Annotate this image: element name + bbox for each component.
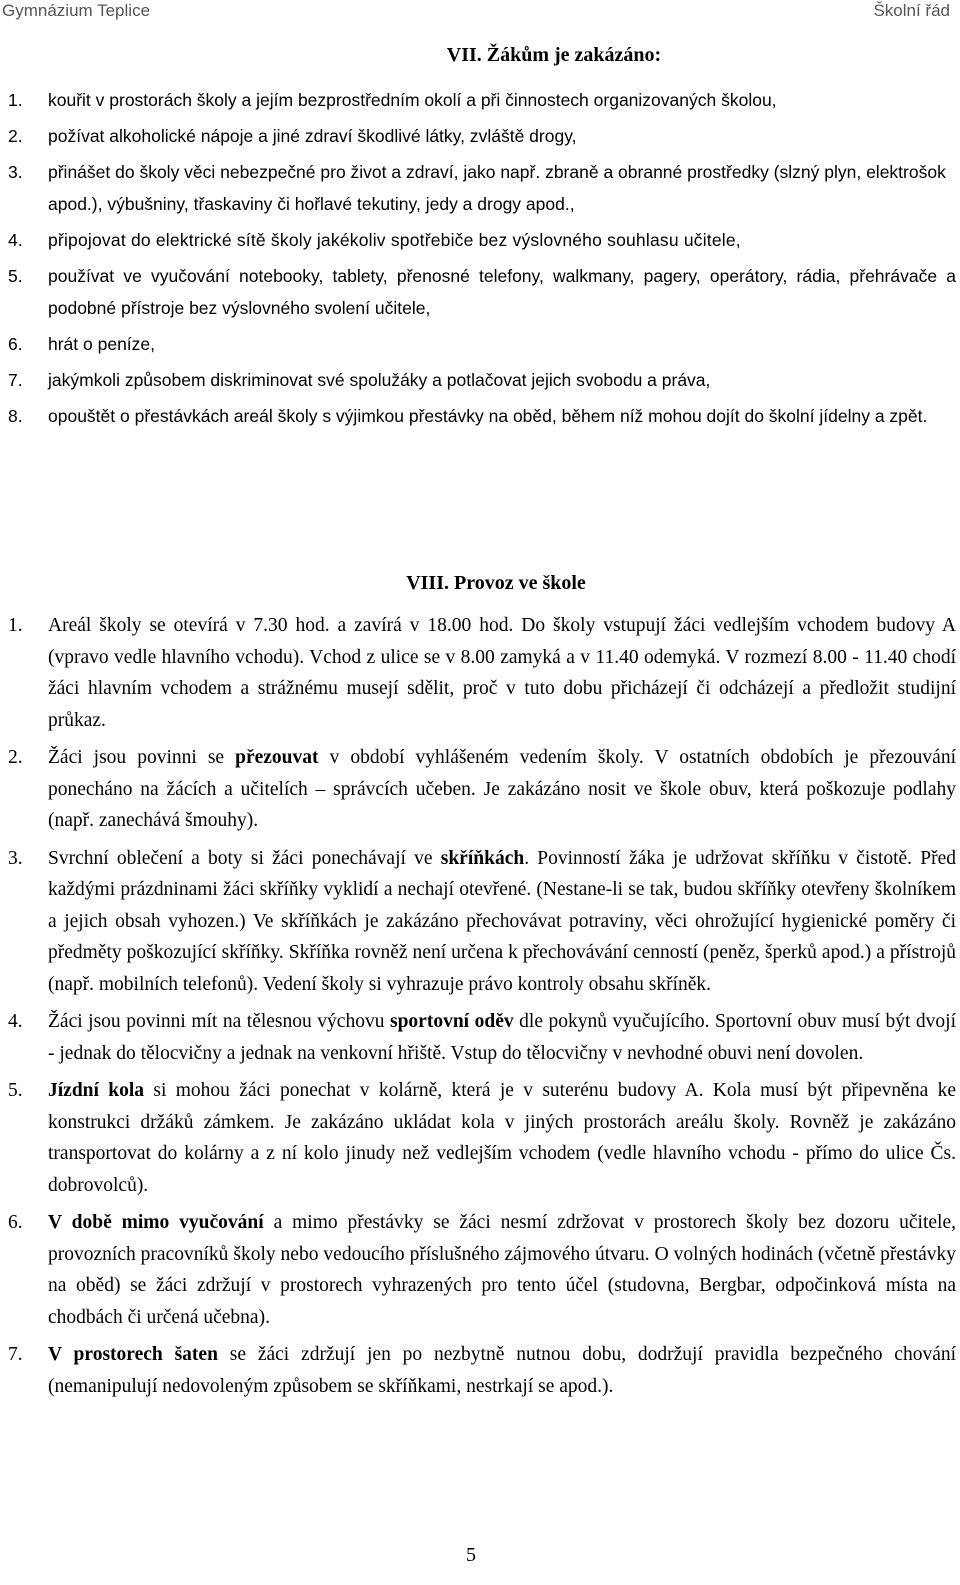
header-document-title: Školní řád: [873, 1, 950, 20]
text-part: Žáci jsou povinni mít na tělesnou výchovu: [48, 1011, 390, 1032]
text-part: Areál školy se otevírá v 7.30 hod. a zavírá v 18.00 hod. Do školy vstupují žáci vedlejším vchodem budovy A (vpravo vedle hlavního vchodu). Vchod z ulice se v 8.00 zamyká a v 11.40 odemyká. V rozmezí 8.00 - 11.40 chodí žáci hlavním vchodem a strážnému musejí sdělit, proč v tuto dobu přicházejí či odcházejí a předložit studijní průkaz.: [48, 615, 956, 731]
list-item: [0, 1207, 956, 1333]
page-header: [0, 0, 960, 26]
list-item: [0, 328, 956, 360]
item-number: 7.: [8, 1344, 23, 1365]
item-number: 4.: [8, 230, 23, 250]
item-number: 8.: [8, 406, 23, 426]
item-text: požívat alkoholické nápoje a jiné zdraví škodlivé látky, zvláště drogy,: [48, 126, 577, 146]
item-number: 1.: [8, 90, 23, 110]
list-item: [0, 1339, 956, 1402]
item-text: připojovat do elektrické sítě školy jakékoliv spotřebiče bez výslovného souhlasu učitele,: [48, 230, 741, 250]
text-part: Žáci jsou povinni se: [48, 747, 236, 768]
item-text: hrát o peníze,: [48, 334, 156, 354]
list-item: [0, 610, 956, 736]
text-part: a mimo přestávky se žáci nesmí zdržovat v prostorech školy bez dozoru učitele, provozních pracovníků školy nebo vedoucího příslušného zájmového útvaru. O volných hodinách (včetně přestávky na oběd) se žáci zdržují v prostorech vyhrazených pro tento účel (studovna, Bergbar, odpočinková místa na chodbách či určená učebna).: [48, 1212, 956, 1328]
text-part: dle pokynů vyučujícího. Sportovní obuv musí být dvojí - jednak do tělocvičny a jednak na venkovní hřiště. Vstup do tělocvičny v nevhodné obuvi není dovolen.: [48, 1011, 956, 1064]
section-7-list: [0, 84, 956, 436]
list-item: [0, 400, 956, 432]
item-text: [48, 1339, 956, 1402]
item-number: 7.: [8, 370, 23, 390]
list-item: [0, 84, 956, 116]
emphasis: V době mimo vyučování: [48, 1212, 264, 1233]
item-text: [48, 610, 956, 736]
item-text: používat ve vyučování notebooky, tablety, přenosné telefony, walkmany, pagery, operátory, rádia, přehrávače a podobné přístroje bez výslovného svolení učitele,: [48, 266, 956, 318]
emphasis: přezouvat: [235, 747, 319, 768]
list-item: [0, 120, 956, 152]
text-part: se žáci zdržují jen po nezbytně nutnou dobu, dodržují pravidla bezpečného chování (nemanipulují nedovoleným způsobem se skříňkami, nestrkají se apod.).: [48, 1344, 957, 1397]
item-number: 4.: [8, 1011, 23, 1032]
section-7-title: VII. Žákům je zakázáno:: [446, 44, 662, 66]
item-text: [48, 1207, 956, 1333]
item-number: 3.: [8, 847, 23, 869]
emphasis: skříňkách: [440, 847, 525, 869]
emphasis: Jízdní kola: [48, 1080, 145, 1101]
list-item: [0, 742, 956, 837]
item-number: 2.: [8, 747, 23, 768]
item-number: 6.: [8, 1212, 23, 1233]
page-number: 5: [466, 1544, 476, 1566]
item-number: 2.: [8, 126, 23, 146]
text-part: v období vyhlášeném vedením školy. V ostatních obdobích je přezouvání ponecháno na žácích a učitelích – správcích učeben. Je zakázáno nosit ve škole obuv, která poškozuje podlahy (např. zanechává šmouhy).: [48, 747, 956, 831]
item-number: 5.: [8, 266, 23, 286]
text-part: si mohou žáci ponechat v kolárně, která je v suterénu budovy A. Kola musí být připevněna ke konstrukci držáků zámkem. Je zakázáno ukládat kola v jiných prostorách areálu školy. Rovněž je zakázáno transportovat do kolárny a z ní kolo jinudy než vedlejším vchodem (vedle hlavního vchodu - přímo do ulice Čs. dobrovolců).: [48, 1080, 956, 1196]
header-school-name: Gymnázium Teplice: [2, 1, 151, 20]
item-text: kouřit v prostorách školy a jejím bezprostředním okolí a při činnostech organizovaných školou,: [48, 90, 777, 110]
item-text: [48, 1075, 956, 1201]
emphasis: sportovní oděv: [390, 1011, 514, 1032]
item-text: opouštět o přestávkách areál školy s výjimkou přestávky na oběd, během níž mohou dojít do školní jídelny a zpět.: [48, 406, 928, 426]
item-text: [48, 843, 956, 1001]
list-item: [0, 156, 956, 220]
item-text: jakýmkoli způsobem diskriminovat své spolužáky a potlačovat jejich svobodu a práva,: [48, 370, 711, 390]
item-number: 5.: [8, 1080, 23, 1101]
section-8-title: VIII. Provoz ve škole: [406, 572, 586, 594]
item-number: 6.: [8, 334, 23, 354]
section-8-list: [0, 610, 956, 1408]
item-text: [48, 742, 956, 837]
item-number: 1.: [8, 615, 23, 636]
item-text: přinášet do školy věci nebezpečné pro život a zdraví, jako např. zbraně a obranné prostředky (slzný plyn, elektrošok apod.), výbušniny, třaskaviny či hořlavé tekutiny, jedy a drogy apod.,: [48, 162, 946, 214]
emphasis: V prostorech šaten: [48, 1344, 218, 1365]
text-part: Svrchní oblečení a boty si žáci ponechávají ve: [48, 847, 441, 869]
list-item: [0, 364, 956, 396]
item-text: [48, 1006, 956, 1069]
item-number: 3.: [8, 162, 23, 182]
list-item: [0, 843, 956, 1001]
text-part: . Povinností žáka je udržovat skříňku v čistotě. Před každými prázdninami žáci skříňky vyklidí a nechají otevřené. (Nestane-li se tak, budou skříňky otevřeny školníkem a jejich obsah vyhozen.) Ve skříňkách je zakázáno přechovávat potraviny, věci ohrožující hygienické poměry či předměty poškozující skříňky. Skříňka rovněž není určena k přechovávání cenností (peněz, šperků apod.) a přístrojů (např. mobilních telefonů). Vedení školy si vyhrazuje právo kontroly obsahu skříněk.: [48, 847, 956, 995]
list-item: [0, 260, 956, 324]
list-item: [0, 1075, 956, 1201]
list-item: [0, 224, 956, 256]
list-item: [0, 1006, 956, 1069]
